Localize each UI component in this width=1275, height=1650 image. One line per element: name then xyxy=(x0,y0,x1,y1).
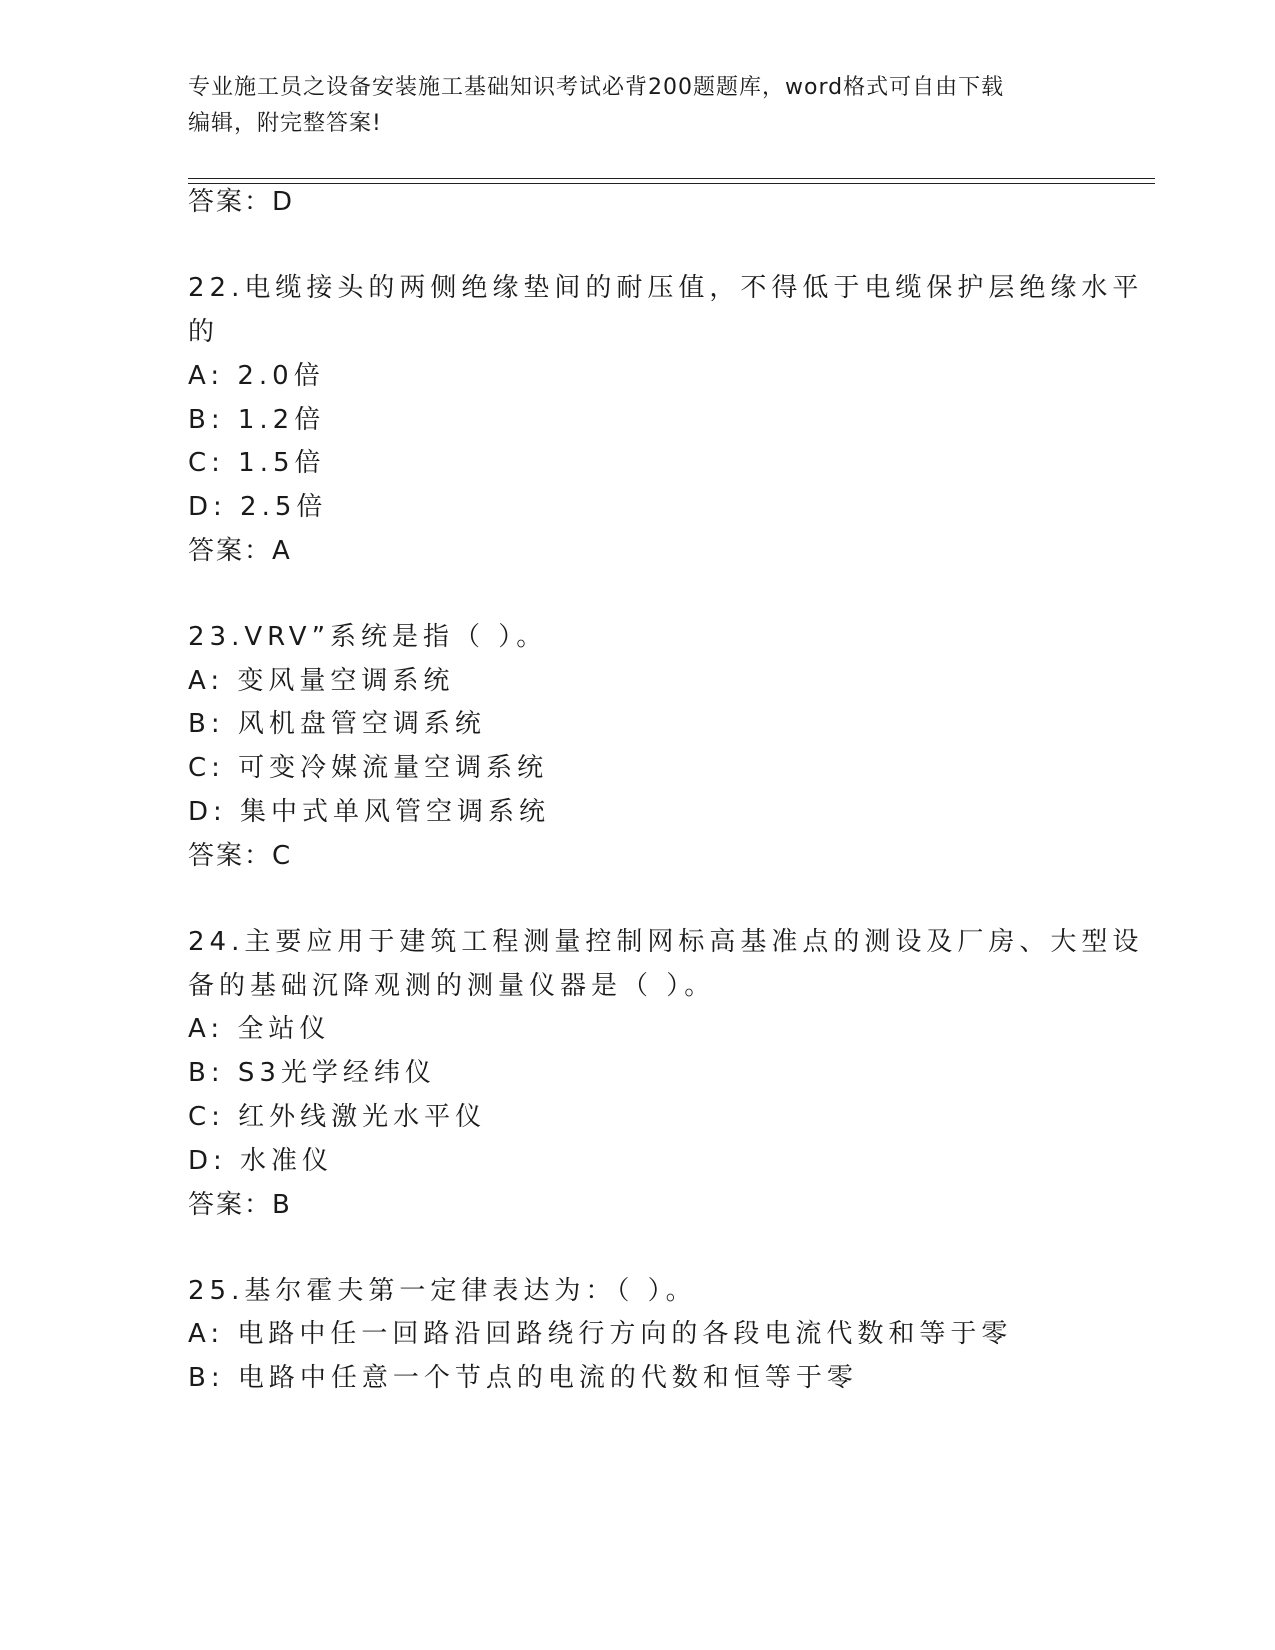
question-23-line-1: 23.VRV”系统是指（ ）。 xyxy=(188,622,548,652)
question-24-option-c: C: 红外线激光水平仪 xyxy=(188,1102,487,1132)
question-25-option-a: A: 电路中任一回路沿回路绕行方向的各段电流代数和等于零 xyxy=(188,1319,1013,1349)
header-divider-top xyxy=(188,178,1155,179)
question-23-option-c: C: 可变冷媒流量空调系统 xyxy=(188,753,549,783)
question-22-option-b: B: 1.2倍 xyxy=(188,405,326,435)
question-22-option-a: A: 2.0倍 xyxy=(188,361,325,391)
answer-22: 答案：A xyxy=(188,536,292,566)
question-25-line-1: 25.基尔霍夫第一定律表达为：（ ）。 xyxy=(188,1276,697,1306)
question-22-line-2: 的 xyxy=(188,317,220,347)
question-24-line-1: 24.主要应用于建筑工程测量控制网标高基准点的测设及厂房、大型设 xyxy=(188,927,1144,957)
question-23-option-a: A: 变风量空调系统 xyxy=(188,666,455,696)
question-22-option-d: D: 2.5倍 xyxy=(188,492,328,522)
header-line-1: 专业施工员之设备安装施工基础知识考试必背200题题库，word格式可自由下载 xyxy=(188,75,1005,100)
question-23-option-d: D: 集中式单风管空调系统 xyxy=(188,797,551,827)
question-24-option-b: B: S3光学经纬仪 xyxy=(188,1058,436,1088)
page-header xyxy=(188,70,1088,142)
question-23-option-b: B: 风机盘管空调系统 xyxy=(188,709,486,739)
question-22-option-c: C: 1.5倍 xyxy=(188,448,326,478)
header-line-2: 编辑，附完整答案! xyxy=(188,111,382,136)
question-24-line-2: 备的基础沉降观测的测量仪器是（ ）。 xyxy=(188,971,716,1001)
question-24-option-d: D: 水准仪 xyxy=(188,1146,334,1176)
answer-21: 答案：D xyxy=(188,187,295,217)
question-22-line-1: 22.电缆接头的两侧绝缘垫间的耐压值，不得低于电缆保护层绝缘水平 xyxy=(188,273,1144,303)
answer-23: 答案：C xyxy=(188,841,293,871)
answer-24: 答案：B xyxy=(188,1190,292,1220)
header-divider-bottom xyxy=(188,183,1155,184)
question-25-option-b: B: 电路中任意一个节点的电流的代数和恒等于零 xyxy=(188,1363,858,1393)
question-24-option-a: A: 全站仪 xyxy=(188,1014,331,1044)
